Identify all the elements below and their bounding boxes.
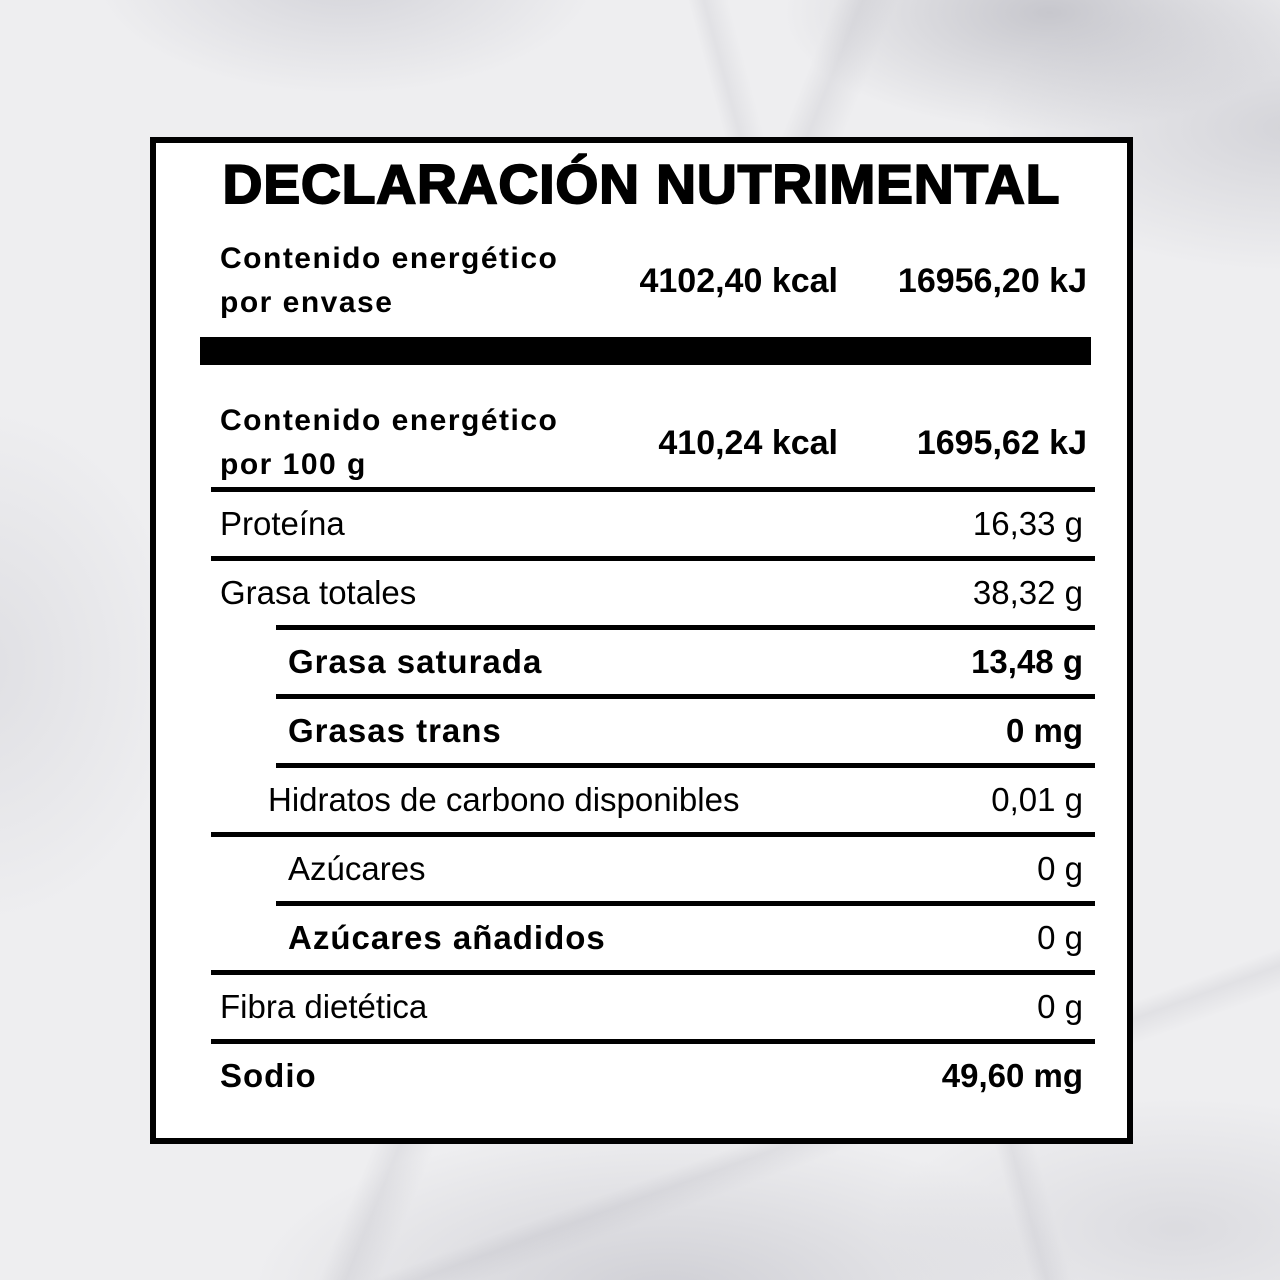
nutrient-value: 0 g <box>1037 850 1083 887</box>
nutrient-value: 16,33 g <box>972 505 1083 542</box>
nutrient-label: Azúcares añadidos <box>288 919 606 956</box>
nutrient-value: 0 g <box>1037 919 1083 956</box>
energy-per-100g-kj: 1695,62 kJ <box>916 423 1087 462</box>
energy-per-package-label-line1: Contenido energético <box>220 242 559 275</box>
row-sodio <box>220 1044 1083 1108</box>
row-grasas-trans <box>220 699 1083 763</box>
nutrient-label: Proteína <box>220 505 345 542</box>
nutrient-value: 49,60 mg <box>941 1057 1083 1094</box>
energy-per-package-kj: 16956,20 kJ <box>897 261 1087 300</box>
nutrient-value: 0,01 g <box>991 781 1083 818</box>
nutrition-label <box>150 137 1133 1144</box>
nutrient-value: 38,32 g <box>972 574 1083 611</box>
nutrient-label: Grasa totales <box>220 574 417 611</box>
energy-per-100g-label-line1: Contenido energético <box>220 404 559 437</box>
nutrient-label: Hidratos de carbono disponibles <box>268 781 740 818</box>
label-title: DECLARACIÓN NUTRIMENTAL <box>222 153 1061 215</box>
row-fibra-dietetica <box>220 975 1083 1039</box>
energy-row-per-100g <box>220 399 1091 487</box>
nutrient-label: Grasa saturada <box>288 643 543 680</box>
energy-per-package-kcal: 4102,40 kcal <box>639 261 838 300</box>
row-hidratos-carbono <box>220 768 1083 832</box>
row-proteina <box>220 492 1083 556</box>
row-azucares <box>220 837 1083 901</box>
energy-per-100g-kcal: 410,24 kcal <box>658 423 838 462</box>
energy-per-package-label <box>220 237 620 325</box>
energy-per-100g-label <box>220 399 620 487</box>
energy-row-per-package <box>220 237 1091 325</box>
divider-bar <box>200 337 1091 365</box>
energy-per-100g-label-line2: por 100 g <box>220 448 367 481</box>
nutrient-label: Azúcares <box>288 850 426 887</box>
nutrient-label: Fibra dietética <box>220 988 428 1025</box>
row-grasa-totales <box>220 561 1083 625</box>
row-azucares-anadidos <box>220 906 1083 970</box>
nutrient-label: Grasas trans <box>288 712 502 749</box>
energy-per-package-label-line2: por envase <box>220 286 394 319</box>
nutrient-value: 0 g <box>1037 988 1083 1025</box>
row-grasa-saturada <box>220 630 1083 694</box>
nutrient-value: 0 mg <box>1005 712 1083 749</box>
nutrient-label: Sodio <box>220 1057 317 1094</box>
nutrient-value: 13,48 g <box>971 643 1083 680</box>
